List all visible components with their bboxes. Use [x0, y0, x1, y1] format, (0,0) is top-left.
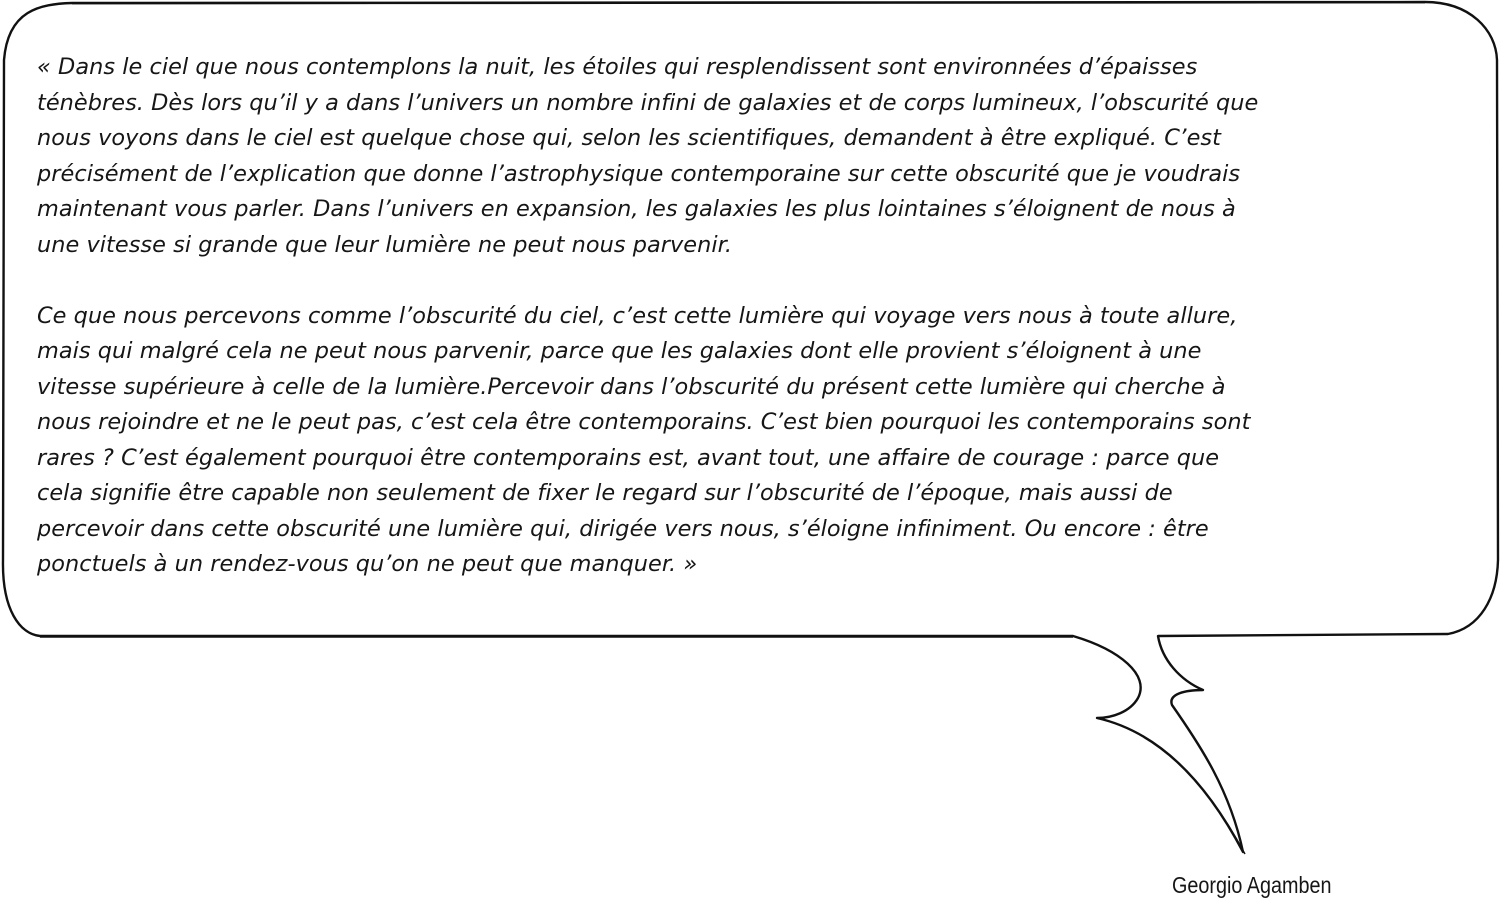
- quote-paragraph-2: [37, 299, 1465, 583]
- quote-paragraph-1: [37, 50, 1465, 263]
- quote-line: maintenant vous parler. Dans l’univers en expansion, les galaxies les plus lointaines s’éloignent de nous à: [37, 196, 1236, 222]
- quote-line: ponctuels à un rendez-vous qu’on ne peut que manquer. »: [37, 551, 698, 577]
- quote-line: « Dans le ciel que nous contemplons la nuit, les étoiles qui resplendissent sont environnées d’épaisses: [37, 54, 1198, 80]
- quote-line: mais qui malgré cela ne peut nous parvenir, parce que les galaxies dont elle provient s’éloignent à une: [37, 338, 1202, 364]
- quote-line: nous rejoindre et ne le peut pas, c’est cela être contemporains. C’est bien pourquoi les contemporains sont: [37, 409, 1251, 435]
- quote-line: Ce que nous percevons comme l’obscurité du ciel, c’est cette lumière qui voyage vers nous à toute allure,: [37, 302, 1238, 329]
- quote-text: [37, 50, 1465, 583]
- quote-line: nous voyons dans le ciel est quelque chose qui, selon les scientifiques, demandent à être expliqué. C’est: [37, 125, 1221, 151]
- quote-line: vitesse supérieure à celle de la lumière.Percevoir dans l’obscurité du présent cette lumière qui cherche à: [37, 373, 1226, 400]
- quote-line: précisément de l’explication que donne l’astrophysique contemporaine sur cette obscurité que je voudrais: [37, 160, 1241, 187]
- quote-line: percevoir dans cette obscurité une lumière qui, dirigée vers nous, s’éloigne infiniment. Ou encore : être: [37, 515, 1209, 542]
- quote-line: cela signifie être capable non seulement de fixer le regard sur l’obscurité de l’époque, mais aussi de: [37, 480, 1173, 506]
- quote-line: une vitesse si grande que leur lumière ne peut nous parvenir.: [37, 231, 733, 258]
- quote-line: rares ? C’est également pourquoi être contemporains est, avant tout, une affaire de courage : parce que: [37, 444, 1220, 471]
- quote-line: ténèbres. Dès lors qu’il y a dans l’univers un nombre infini de galaxies et de corps lumineux, l’obscurité que: [37, 89, 1259, 116]
- author-name: Georgio Agamben: [1172, 872, 1332, 898]
